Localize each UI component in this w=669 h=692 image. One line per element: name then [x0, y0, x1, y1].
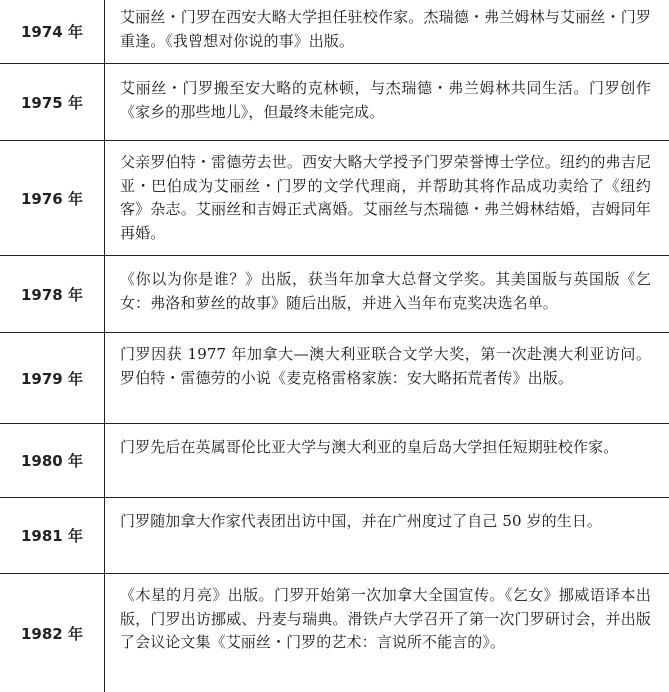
year-cell: 1981 年	[21, 527, 83, 545]
event-text: 门罗先后在英属哥伦比亚大学与澳大利亚的皇后岛大学担任短期驻校作家。	[120, 438, 619, 456]
column-divider	[104, 333, 105, 423]
year-cell: 1982 年	[21, 624, 83, 643]
column-divider	[104, 424, 105, 497]
column-divider	[104, 574, 105, 692]
column-divider	[104, 498, 105, 573]
year-cell: 1980 年	[21, 452, 83, 470]
table-row	[0, 333, 669, 424]
event-text: 门罗随加拿大作家代表团出访中国，并在广州度过了自己 50 岁的生日。	[120, 512, 603, 530]
year-cell: 1979 年	[21, 369, 83, 388]
table-row	[0, 141, 669, 256]
column-divider	[104, 0, 105, 63]
table-row	[0, 574, 669, 692]
event-text: 《你以为你是谁？》出版，获当年加拿大总督文学奖。其美国版与英国版《乞女：弗洛和萝丝的故事》随后出版，并进入当年布克奖决选名单。	[120, 270, 651, 312]
column-divider	[104, 64, 105, 140]
event-text: 艾丽丝・门罗在西安大略大学担任驻校作家。杰瑞德・弗兰姆林与艾丽丝・门罗重逢。《我曾想对你说的事》出版。	[120, 8, 651, 50]
table-row	[0, 256, 669, 333]
year-cell: 1974 年	[21, 23, 83, 41]
table-row	[0, 0, 669, 64]
column-divider	[104, 256, 105, 332]
table-row	[0, 64, 669, 141]
year-cell: 1976 年	[21, 189, 83, 208]
year-cell: 1975 年	[21, 93, 83, 112]
event-text: 门罗因获 1977 年加拿大—澳大利亚联合文学大奖，第一次赴澳大利亚访问。罗伯特・雷德劳的小说《麦克格雷格家族：安大略拓荒者传》出版。	[120, 345, 651, 387]
table-row	[0, 498, 669, 574]
year-cell: 1978 年	[21, 285, 83, 304]
event-text: 《木星的月亮》出版。门罗开始第一次加拿大全国宣传。《乞女》挪威语译本出版，门罗出访挪威、丹麦与瑞典。滑铁卢大学召开了第一次门罗研讨会，并出版了会议论文集《艾丽丝・门罗的艺术：言说所不能言的》。	[120, 586, 651, 651]
column-divider	[104, 141, 105, 255]
event-text: 艾丽丝・门罗搬至安大略的克林顿，与杰瑞德・弗兰姆林共同生活。门罗创作《家乡的那些地儿》，但最终未能完成。	[120, 79, 651, 121]
event-text: 父亲罗伯特・雷德劳去世。西安大略大学授予门罗荣誉博士学位。纽约的弗吉尼亚・巴伯成为艾丽丝・门罗的文学代理商，并帮助其将作品成功卖给了《纽约客》杂志。艾丽丝和吉姆正式离婚。艾丽丝与杰瑞德・弗兰姆林结婚，吉姆同年再婚。	[120, 153, 651, 242]
table-row	[0, 424, 669, 498]
